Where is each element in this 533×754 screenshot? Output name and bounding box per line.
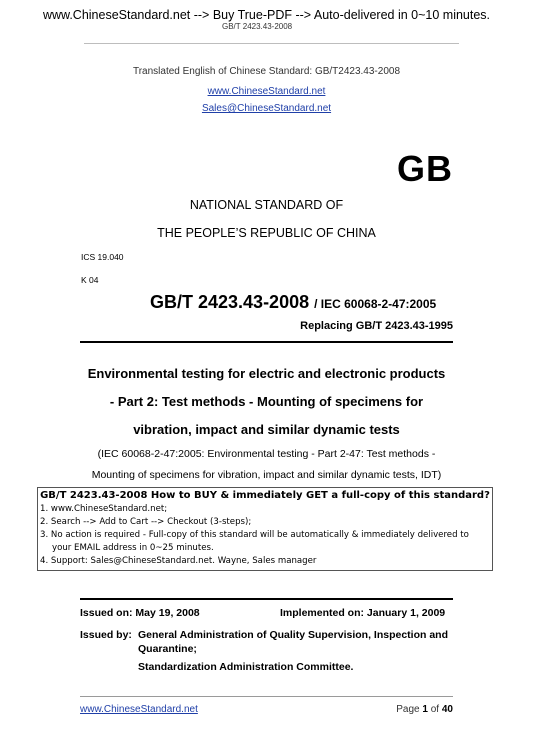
footer-link-row — [80, 704, 198, 715]
implemented-on: Implemented on: January 1, 2009 — [280, 607, 446, 619]
title-divider — [80, 341, 453, 343]
buy-step-3-cont: your EMAIL address in 0~25 minutes. — [52, 543, 214, 553]
buy-step-4: 4. Support: Sales@ChineseStandard.net. Wayne, Sales manager — [40, 556, 317, 566]
buy-step-2: 2. Search --> Add to Cart --> Checkout (3-steps); — [40, 517, 252, 527]
k-code: K 04 — [81, 275, 99, 285]
title-line3: vibration, impact and similar dynamic tests — [133, 422, 400, 437]
issued-by-line3: Standardization Administration Committee. — [138, 661, 354, 673]
buy-step-1[interactable]: 1. www.ChineseStandard.net; — [40, 504, 168, 514]
buy-step-3: 3. No action is required - Full-copy of this standard will be automatically & immediately delivered to — [40, 530, 469, 540]
issued-on: Issued on: May 19, 2008 — [80, 607, 200, 619]
subtitle-line1: (IEC 60068-2-47:2005: Environmental testing - Part 2-47: Test methods - — [97, 448, 436, 460]
replacing-standard: Replacing GB/T 2423.43-1995 — [300, 320, 453, 332]
issued-by-label: Issued by: — [80, 629, 132, 641]
page-label: Page — [396, 704, 420, 715]
subtitle-line2: Mounting of specimens for vibration, impact and similar dynamic tests, IDT) — [91, 469, 442, 481]
national-standard-line1: NATIONAL STANDARD OF — [189, 198, 344, 212]
national-standard-line2: THE PEOPLE’S REPUBLIC OF CHINA — [157, 226, 376, 240]
translated-line: Translated English of Chinese Standard: GB/T2423.43-2008 — [132, 66, 401, 77]
header-standard-code: GB/T 2423.43-2008 — [222, 22, 293, 31]
issued-by-line2: Quarantine; — [138, 643, 197, 655]
gbt-number: GB/T 2423.43-2008 — [150, 292, 310, 312]
site-link[interactable]: www.ChineseStandard.net — [207, 86, 326, 97]
title-line2: - Part 2: Test methods - Mounting of specimens for — [109, 394, 424, 409]
ics-code: ICS 19.040 — [81, 252, 124, 262]
standard-number — [150, 292, 453, 313]
iec-number: / IEC 60068-2-47:2005 — [314, 297, 437, 311]
footer-divider — [80, 696, 453, 697]
footer-site-link[interactable]: www.ChineseStandard.net — [80, 704, 198, 715]
page-current: 1 — [422, 704, 428, 715]
page-of: of — [430, 704, 440, 715]
page-total: 40 — [441, 704, 453, 715]
issue-divider — [80, 598, 453, 600]
page-indicator — [396, 704, 453, 715]
buy-box-title: GB/T 2423.43-2008 How to BUY & immediately GET a full-copy of this standard? — [40, 490, 490, 501]
buy-instructions-box — [37, 487, 493, 571]
title-line1: Environmental testing for electric and electronic products — [87, 366, 446, 381]
header-divider — [84, 43, 459, 44]
site-link-row — [0, 86, 533, 97]
sales-email-link[interactable]: Sales@ChineseStandard.net — [201, 103, 332, 114]
email-link-row — [0, 103, 533, 114]
issued-by-line1: General Administration of Quality Supervision, Inspection and — [138, 629, 448, 641]
top-banner: www.ChineseStandard.net --> Buy True-PDF --> Auto-delivered in 0~10 minutes. — [42, 8, 491, 22]
gb-logo: GB — [397, 148, 453, 189]
